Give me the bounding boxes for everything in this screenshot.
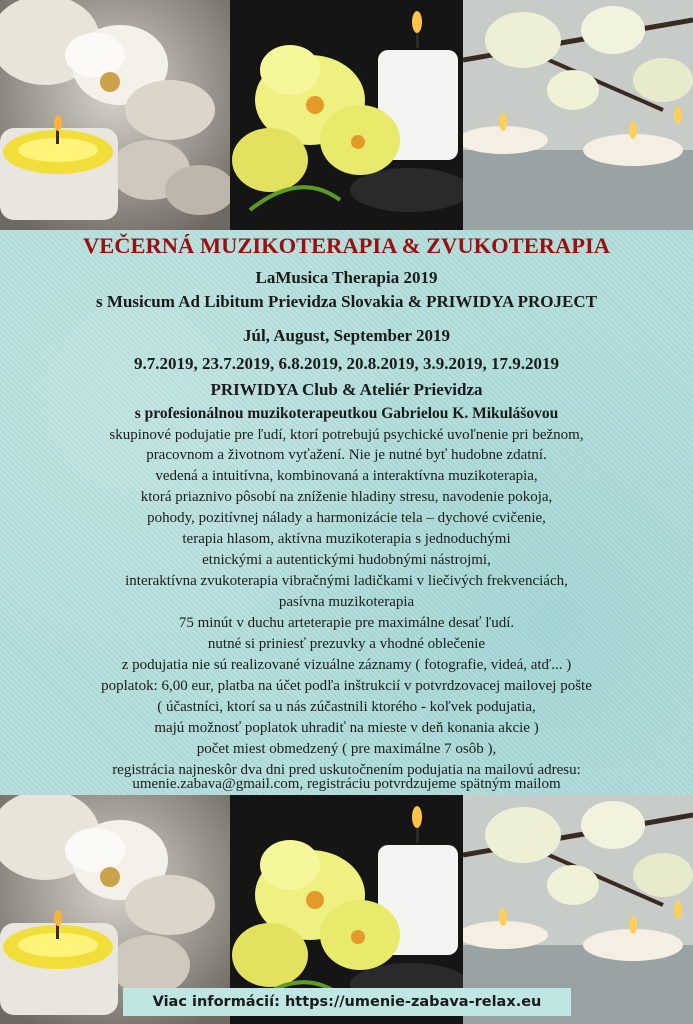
description-line: nutné si priniesť prezuvky a vhodné oblečenie	[207, 636, 486, 652]
description-line: interaktívna zvukoterapia vibračnými ladičkami v liečivých frekvenciách,	[125, 573, 568, 589]
yellow-orchid-white-candle-image	[230, 0, 463, 230]
spa-stones-orchid-candle-image	[0, 0, 230, 230]
event-partners: s Musicum Ad Libitum Prievidza Slovakia & PRIWIDYA PROJECT	[96, 292, 597, 311]
description-line: pracovnom a životnom vyťažení. Nie je nutné byť hudobne zdatní.	[146, 447, 547, 463]
event-description-panel	[0, 230, 693, 795]
description-line: majú možnosť poplatok uhradiť na mieste v deň konania akcie )	[154, 720, 539, 736]
top-photo-strip	[0, 0, 693, 230]
description-line: ( účastníci, ktorí sa u nás zúčastnili ktorého - koľvek podujatia,	[157, 699, 536, 715]
registration-line: registrácia najneskôr dva dni pred uskutočnením podujatia na mailovú adresu:	[112, 762, 581, 778]
event-months: Júl, August, September 2019	[242, 326, 450, 345]
description-line: skupinové podujatie pre ľudí, ktorí potrebujú psychické uvoľnenie pri bežnom,	[109, 427, 584, 443]
fee-line: poplatok: 6,00 eur, platba na účet podľa inštrukcií v potvrdzovacej mailovej pošte	[101, 678, 592, 694]
white-orchid-tealight-candles-image	[463, 0, 693, 230]
description-line: z podujatia nie sú realizované vizuálne záznamy ( fotografie, videá, atď... )	[121, 657, 572, 673]
description-line: terapia hlasom, aktívna muzikoterapia s jednoduchými	[182, 531, 511, 547]
description-line: ktorá priaznivo pôsobí na zníženie hladiny stresu, navodenie pokoja,	[140, 489, 553, 505]
event-therapist: s profesionálnou muzikoterapeutkou Gabrielou K. Mikulášovou	[134, 405, 559, 422]
description-line: vedená a intuitívna, kombinovaná a interaktívna muzikoterapia,	[155, 468, 538, 484]
description-line: 75 minút v duchu arteterapie pre maximálne desať ľudí.	[178, 615, 515, 631]
description-line: pasívna muzikoterapia	[278, 594, 415, 610]
event-title: VEČERNÁ MUZIKOTERAPIA & ZVUKOTERAPIA	[83, 233, 610, 258]
more-info-link[interactable]: Viac informácií: https://umenie-zabava-relax.eu	[123, 988, 571, 1016]
contact-email-line: umenie.zabava@gmail.com, registráciu potvrdzujeme spätným mailom	[132, 776, 561, 792]
description-line: pohody, pozitívnej nálady a harmonizácie tela – dychové cvičenie,	[147, 510, 546, 526]
event-venue: PRIWIDYA Club & Ateliér Prievidza	[210, 380, 483, 399]
capacity-line: počet miest obmedzený ( pre maximálne 7 osôb ),	[196, 741, 497, 757]
description-line: etnickými a autentickými hudobnými nástrojmi,	[202, 552, 491, 568]
event-subtitle: LaMusica Therapia 2019	[255, 268, 438, 287]
event-dates: 9.7.2019, 23.7.2019, 6.8.2019, 20.8.2019, 3.9.2019, 17.9.2019	[134, 354, 559, 373]
